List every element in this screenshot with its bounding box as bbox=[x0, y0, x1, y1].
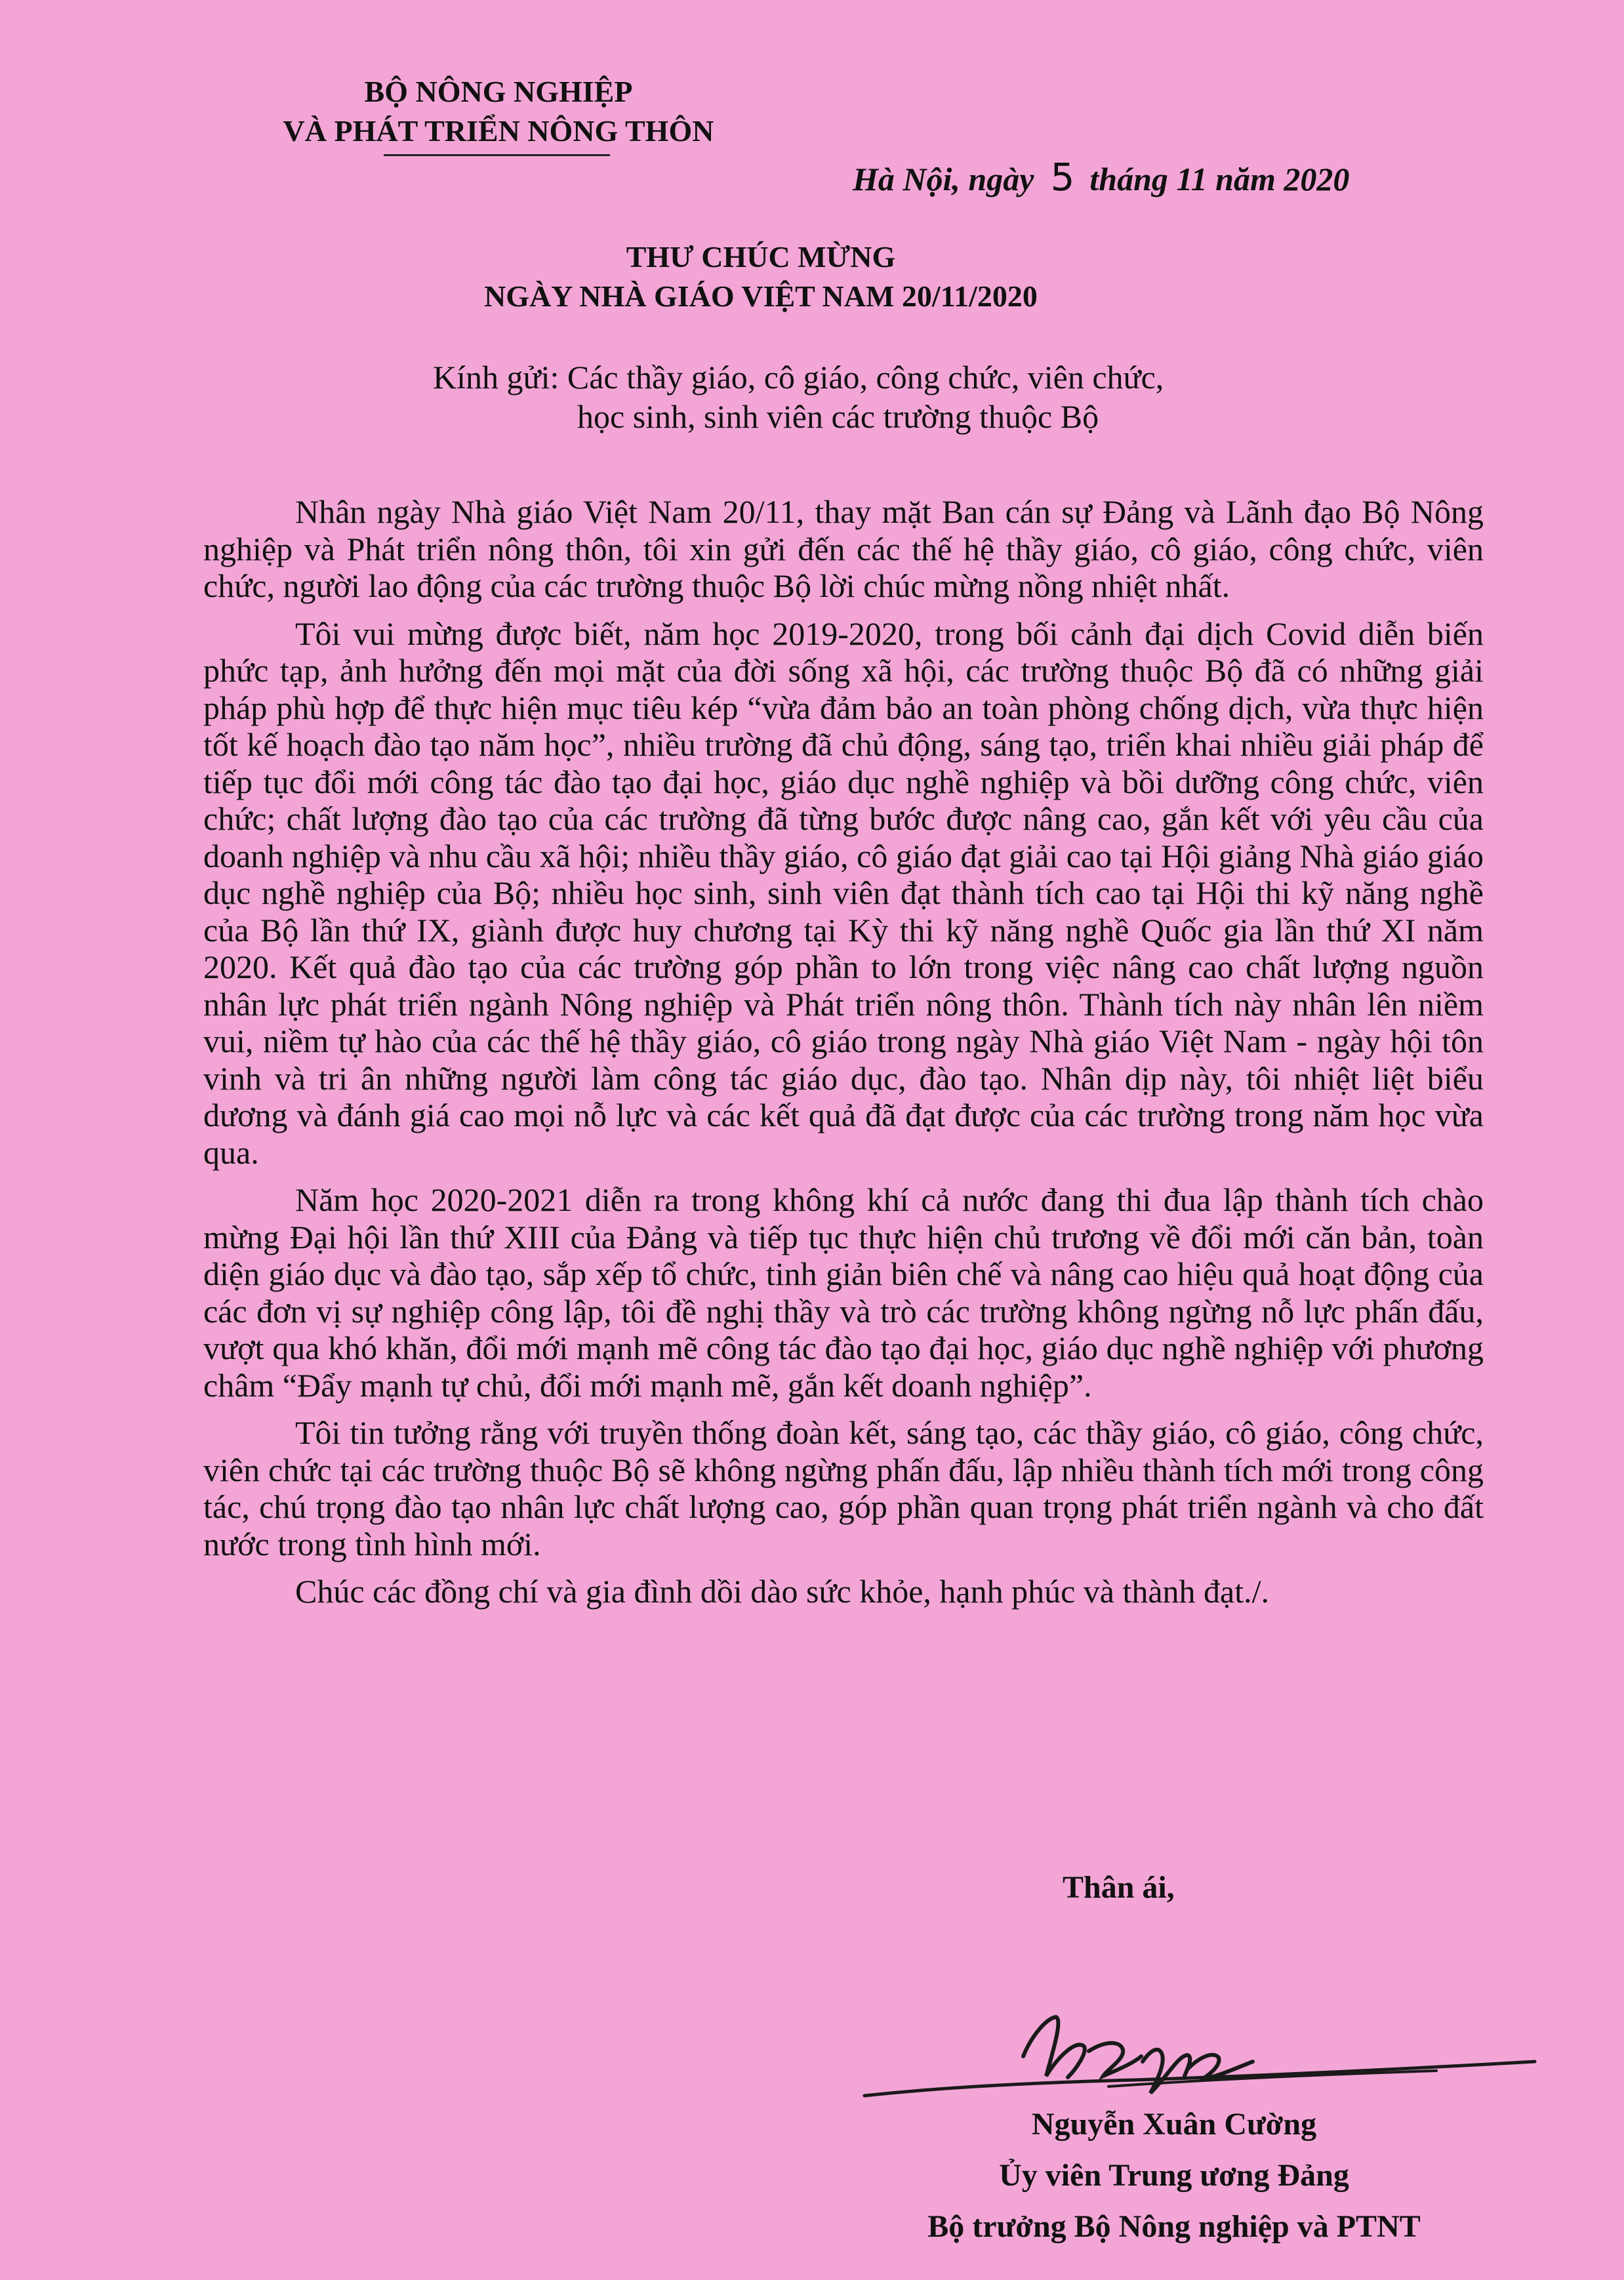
dateline bbox=[853, 157, 1417, 199]
organization-line-2: VÀ PHÁT TRIỂN NÔNG THÔN bbox=[283, 114, 714, 148]
closing: Thân ái, bbox=[1063, 1870, 1175, 1905]
body-paragraph: Tôi vui mừng được biết, năm học 2019-2020, trong bối cảnh đại dịch Covid diễn biến phức tạp, ảnh hưởng đến mọi mặt của đời sống xã hội, các trường thuộc Bộ đã có những giải pháp phù hợp để thực hiện mục tiêu kép “vừa đảm bảo an toàn phòng chống dịch, vừa thực hiện tốt kế hoạch đào tạo năm học”, nhiều trường đã chủ động, sáng tạo, triển khai nhiều giải pháp để tiếp tục đổi mới công tác đào tạo đại học, giáo dục nghề nghiệp và bồi dưỡng công chức, viên chức; chất lượng đào tạo của các trường đã từng bước được nâng cao, gắn kết với yêu cầu của doanh nghiệp và nhu cầu xã hội; nhiều thầy giáo, cô giáo đạt giải cao tại Hội giảng Nhà giáo giáo dục nghề nghiệp của Bộ; nhiều học sinh, sinh viên đạt thành tích cao tại Hội thi kỹ năng nghề của Bộ lần thứ IX, giành được huy chương tại Kỳ thi kỹ năng nghề Quốc gia lần thứ XI năm 2020. Kết quả đào tạo của các trường góp phần to lớn trong việc nâng cao chất lượng nguồn nhân lực phát triển ngành Nông nghiệp và Phát triển nông thôn. Thành tích này nhân lên niềm vui, niềm tự hào của các thế hệ thầy giáo, cô giáo trong ngày Nhà giáo Việt Nam - ngày hội tôn vinh và tri ân những người làm công tác giáo dục, đào tạo. Nhân dịp này, tôi nhiệt liệt biểu dương và đánh giá cao mọi nỗ lực và các kết quả đã đạt được của các trường trong năm học vừa qua. bbox=[203, 615, 1484, 1171]
date-suffix: tháng 11 năm 2020 bbox=[1089, 161, 1350, 197]
organization-underline bbox=[384, 154, 610, 156]
salutation bbox=[433, 357, 1286, 436]
title-line-1: THƯ CHÚC MỪNG bbox=[626, 240, 896, 274]
salutation-line-1: Kính gửi: Các thầy giáo, cô giáo, công chức, viên chức, bbox=[433, 359, 1164, 396]
salutation-line-2: học sinh, sinh viên các trường thuộc Bộ bbox=[577, 398, 1099, 435]
body-paragraph: Tôi tin tưởng rằng với truyền thống đoàn kết, sáng tạo, các thầy giáo, cô giáo, công chức, viên chức tại các trường thuộc Bộ sẽ không ngừng phấn đấu, lập nhiều thành tích mới trong công tác, chú trọng đào tạo nhân lực chất lượng cao, góp phần quan trọng phát triển ngành và cho đất nước trong tình hình mới. bbox=[203, 1414, 1484, 1562]
signer-name: Nguyễn Xuân Cường bbox=[1031, 2107, 1317, 2142]
signature-icon bbox=[859, 1978, 1541, 2109]
signature-mark bbox=[859, 1978, 1541, 2109]
date-prefix: Hà Nội, ngày bbox=[853, 161, 1034, 197]
body-paragraph: Chúc các đồng chí và gia đình dồi dào sức khỏe, hạnh phúc và thành đạt./. bbox=[295, 1573, 1270, 1610]
date-day-handwritten: 5 bbox=[1050, 155, 1074, 199]
organization-line-1: BỘ NÔNG NGHIỆP bbox=[364, 75, 633, 108]
handwritten-signature bbox=[859, 1499, 1541, 1643]
signer-block bbox=[853, 2099, 1495, 2252]
signer-position-2: Bộ trưởng Bộ Nông nghiệp và PTNT bbox=[927, 2209, 1421, 2244]
issuing-organization bbox=[203, 72, 794, 151]
letter-title bbox=[341, 237, 1181, 316]
body-paragraph: Năm học 2020-2021 diễn ra trong không khí cả nước đang thi đua lập thành tích chào mừng Đại hội lần thứ XIII của Đảng và tiếp tục thực hiện chủ trương về đổi mới căn bản, toàn diện giáo dục và đào tạo, sắp xếp tổ chức, tinh giản biên chế và nâng cao hiệu quả hoạt động của các đơn vị sự nghiệp công lập, tôi đề nghị thầy và trò các trường không ngừng nỗ lực phấn đấu, vượt qua khó khăn, đổi mới mạnh mẽ công tác đào tạo đại học, giáo dục nghề nghiệp với phương châm “Đẩy mạnh tự chủ, đổi mới mạnh mẽ, gắn kết doanh nghiệp”. bbox=[203, 1181, 1484, 1404]
letter-body bbox=[203, 493, 1484, 1621]
body-paragraph: Nhân ngày Nhà giáo Việt Nam 20/11, thay mặt Ban cán sự Đảng và Lãnh đạo Bộ Nông nghiệp và Phát triển nông thôn, tôi xin gửi đến các thế hệ thầy giáo, cô giáo, công chức, viên chức, người lao động của các trường thuộc Bộ lời chúc mừng nồng nhiệt nhất. bbox=[203, 493, 1484, 604]
title-line-2: NGÀY NHÀ GIÁO VIỆT NAM 20/11/2020 bbox=[484, 279, 1038, 313]
signer-position-1: Ủy viên Trung ương Đảng bbox=[999, 2158, 1349, 2193]
